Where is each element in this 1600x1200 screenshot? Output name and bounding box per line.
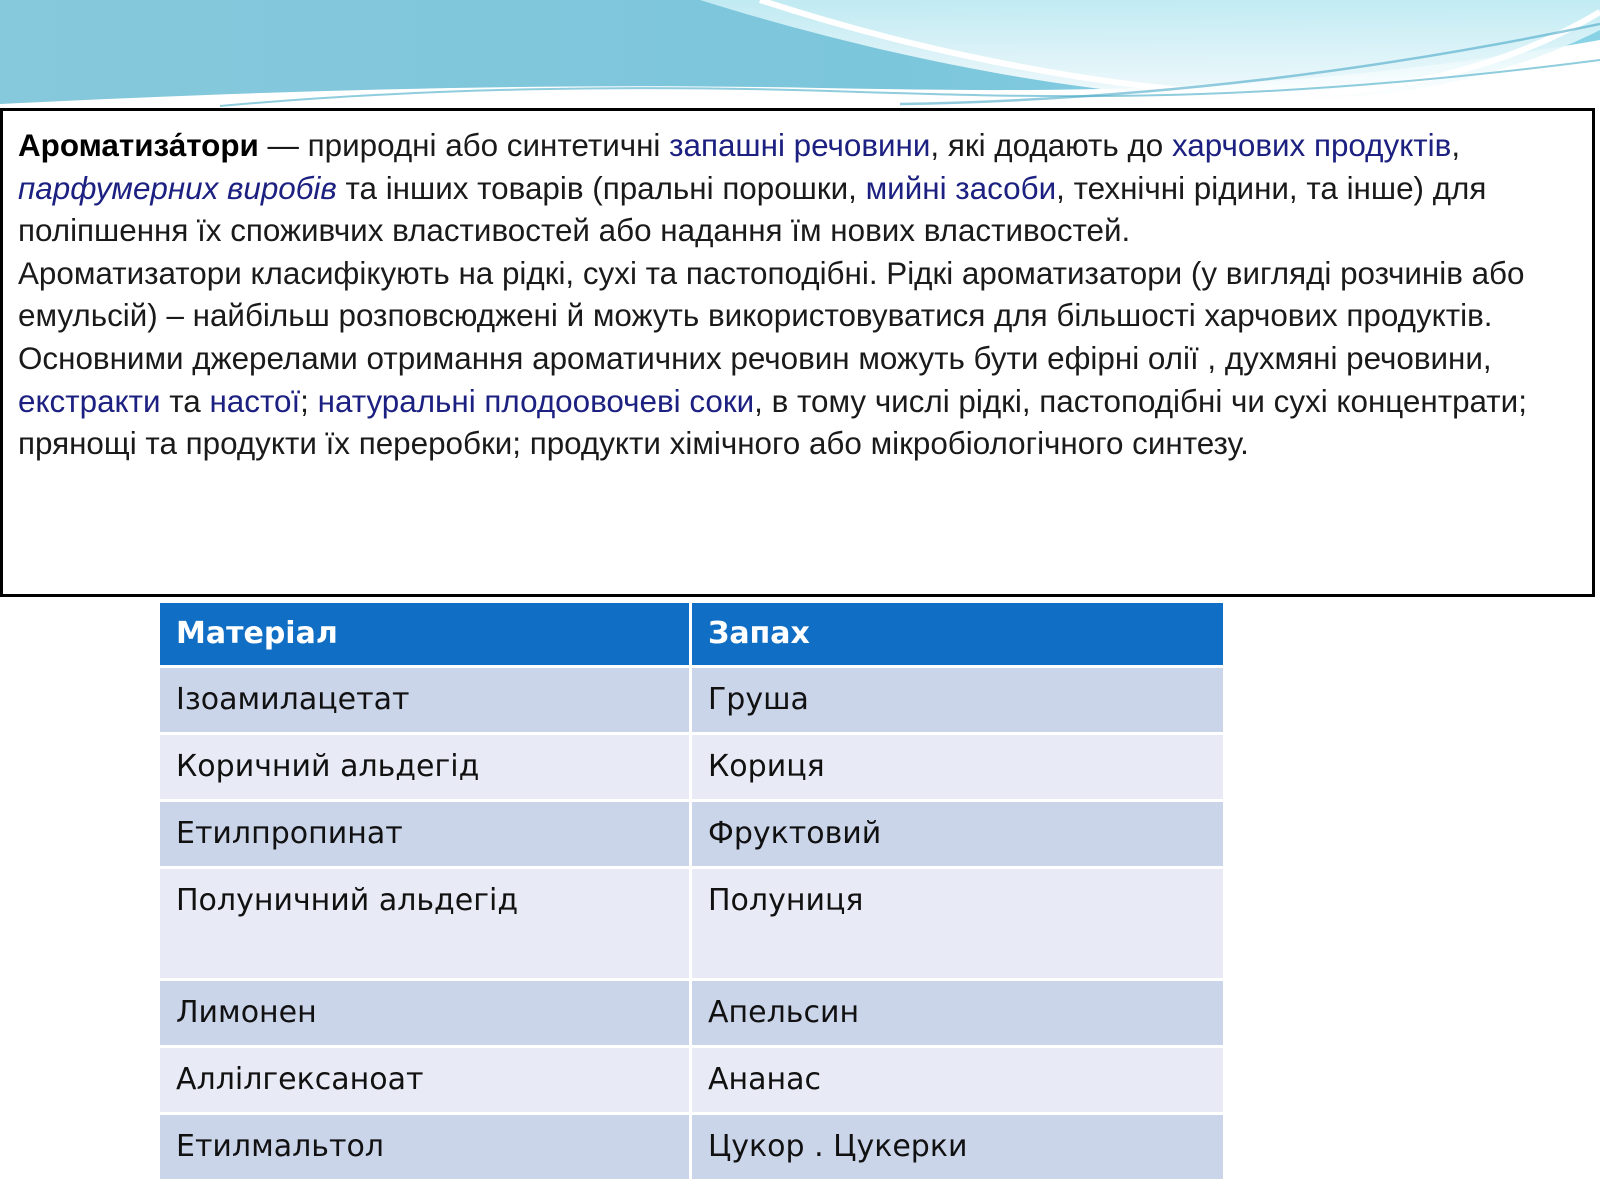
cell-smell: Груша [691, 667, 1225, 734]
cell-smell: Кориця [691, 734, 1225, 801]
definition-paragraph [18, 125, 1578, 253]
sources-text: та [160, 383, 210, 419]
link-fragrant-substances[interactable]: запашні речовини [669, 128, 931, 163]
cell-smell: Цукор . Цукерки [691, 1114, 1225, 1181]
table-header-row [159, 602, 1225, 667]
materials-table [157, 600, 1226, 1182]
table-row [159, 667, 1225, 734]
term-aromatizers: Ароматиза́тори [18, 128, 259, 163]
definition-text: та інших товарів (пральні порошки, [336, 170, 866, 206]
sources-text: Основними джерелами отримання ароматичних речовин можуть бути ефірні олії , духмяні речовини, [18, 340, 1492, 376]
link-fruit-vegetable-juices[interactable]: натуральні плодоовочеві соки [317, 383, 755, 419]
definition-text: , технічні рідини, та інше) для поліпшення їх споживчих властивостей або надання їм нових властивостей. [18, 170, 1487, 249]
table-row [159, 801, 1225, 868]
sources-text: ; [300, 383, 318, 419]
link-food-products[interactable]: харчових продуктів [1171, 128, 1452, 163]
cell-material: Аллілгексаноат [159, 1047, 691, 1114]
cell-material: Коричний альдегід [159, 734, 691, 801]
sources-paragraph [18, 338, 1578, 466]
cell-smell: Фруктовий [691, 801, 1225, 868]
definition-text: , які додають до [930, 128, 1172, 163]
header-material: Матеріал [159, 602, 691, 667]
definition-text-box [0, 108, 1595, 597]
table-row [159, 734, 1225, 801]
link-infusions[interactable]: настої [209, 383, 301, 419]
table-row [159, 1114, 1225, 1181]
cell-material: Лимонен [159, 980, 691, 1047]
cell-material: Етилпропинат [159, 801, 691, 868]
table-row [159, 868, 1225, 980]
table-row [159, 1047, 1225, 1114]
cell-smell: Апельсин [691, 980, 1225, 1047]
cell-smell: Полуниця [691, 868, 1225, 980]
cell-smell: Ананас [691, 1047, 1225, 1114]
definition-text: — природні або синтетичні [258, 128, 670, 163]
link-extracts[interactable]: екстракти [18, 383, 161, 419]
link-perfume-products[interactable]: парфумерних виробів [18, 170, 337, 206]
cell-material: Ізоамилацетат [159, 667, 691, 734]
header-smell: Запах [691, 602, 1225, 667]
cell-material: Етилмальтол [159, 1114, 691, 1181]
sources-text: , в тому числі рідкі, пастоподібні чи сухі концентрати; прянощі та продукти їх переробки; продукти хімічного або мікробіологічного синтезу. [18, 383, 1527, 462]
link-detergents[interactable]: мийні засоби [865, 170, 1057, 206]
cell-material: Полуничний альдегід [159, 868, 691, 980]
wave-header-decoration [0, 0, 1600, 112]
classification-paragraph: Ароматизатори класифікують на рідкі, сухі та пастоподібні. Рідкі ароматизатори (у вигляді розчинів або емульсій) – найбільш розповсюджені й можуть використовуватися для більшості харчових продуктів. [18, 255, 1525, 334]
table-row [159, 980, 1225, 1047]
definition-text: , [1451, 128, 1461, 163]
